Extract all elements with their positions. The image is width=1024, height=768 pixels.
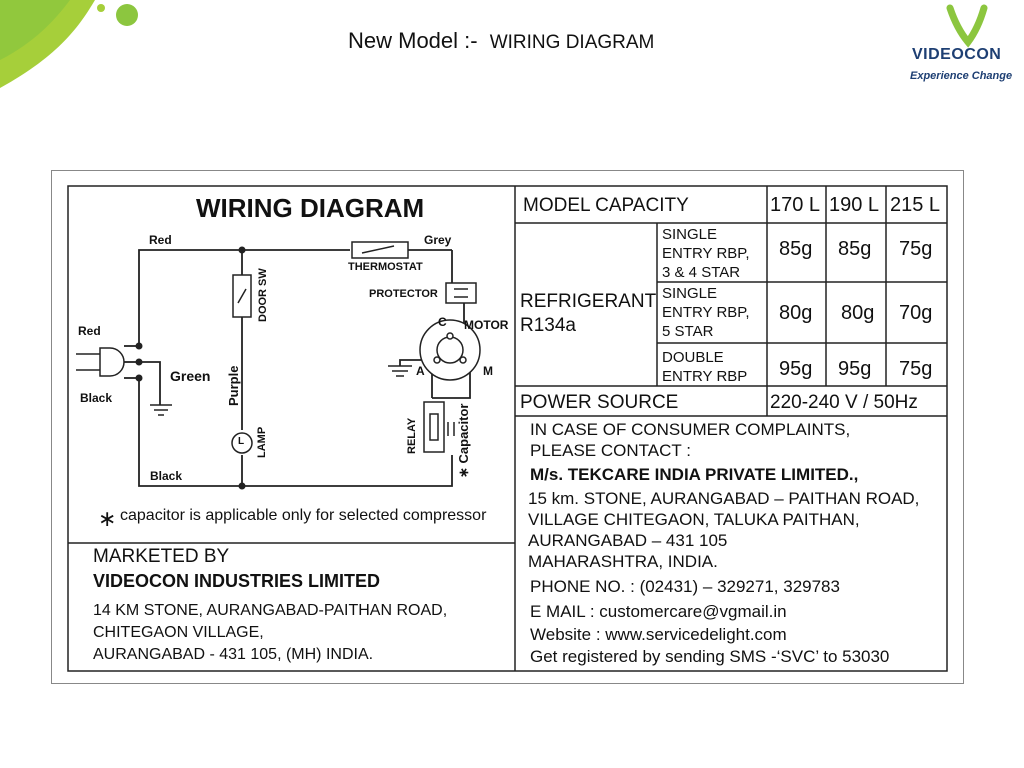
model-capacity-label: MODEL CAPACITY: [523, 195, 689, 216]
service-website: Website : www.servicedelight.com: [530, 625, 787, 644]
wire-label-grey: Grey: [424, 233, 452, 247]
charge-r2-c2: 80g: [841, 302, 875, 324]
complaint-intro-line: IN CASE OF CONSUMER COMPLAINTS,: [530, 420, 851, 439]
entry-type-line: DOUBLE: [662, 349, 724, 366]
service-address-line: 15 km. STONE, AURANGABAD – PAITHAN ROAD,: [528, 489, 920, 508]
entry-type-line: SINGLE: [662, 226, 718, 243]
motor-terminal-c: C: [438, 315, 447, 329]
complaint-intro-line: PLEASE CONTACT :: [530, 441, 691, 460]
service-address: [528, 488, 919, 572]
entry-type-line: ENTRY RBP,: [662, 245, 750, 262]
service-sms: Get registered by sending SMS -‘SVC’ to 53030: [530, 647, 890, 666]
marketer-address-line: AURANGABAD - 431 105, (MH) INDIA.: [93, 646, 374, 663]
entry-type-line: ENTRY RBP,: [662, 304, 750, 321]
charge-r3-c3: 75g: [899, 358, 933, 380]
lamp-label: LAMP: [256, 426, 268, 458]
slide-title-prefix: New Model :-: [348, 28, 478, 53]
service-phone: PHONE NO. : (02431) – 329271, 329783: [530, 577, 840, 596]
capacitor-note: capacitor is applicable only for selected compressor: [120, 507, 487, 524]
service-email: E MAIL : customercare@vgmail.in: [530, 602, 787, 621]
relay-label: RELAY: [406, 417, 418, 454]
charge-r1-c2: 85g: [838, 238, 872, 260]
wire-label-black-left: Black: [80, 391, 113, 405]
motor-terminal-m: M: [483, 364, 493, 378]
slide-title-main: WIRING DIAGRAM: [489, 32, 655, 53]
wire-label-black-bottom: Black: [150, 469, 183, 483]
charge-r1-c3: 75g: [899, 238, 933, 260]
entry-type-row-1: [662, 225, 750, 282]
wire-label-green: Green: [170, 368, 211, 384]
charge-r3-c2: 95g: [838, 358, 872, 380]
wire-label-red-top: Red: [149, 233, 172, 247]
marketer-address-line: 14 KM STONE, AURANGABAD-PAITHAN ROAD,: [93, 602, 448, 619]
service-address-line: VILLAGE CHITEGAON, TALUKA PAITHAN,: [528, 510, 860, 529]
motor-label: MOTOR: [464, 318, 509, 332]
charge-r2-c1: 80g: [779, 302, 813, 324]
protector-label: PROTECTOR: [369, 288, 438, 300]
service-address-line: MAHARASHTRA, INDIA.: [528, 552, 718, 571]
capacitor-label: ∗ Capacitor: [456, 403, 471, 478]
wire-label-purple: Purple: [226, 365, 241, 406]
entry-type-row-3: [662, 348, 747, 386]
marketer-address: [93, 600, 447, 666]
brand-tagline: Experience Change: [910, 70, 1013, 82]
lamp-letter: L: [238, 436, 245, 447]
thermostat-label: THERMOSTAT: [348, 261, 423, 273]
refrigerant-label: REFRIGERANT: [520, 291, 657, 312]
motor-terminal-a: A: [416, 364, 425, 378]
charge-r2-c3: 70g: [899, 302, 933, 324]
service-address-line: AURANGABAD – 431 105: [528, 531, 728, 550]
refrigerant-type: R134a: [520, 315, 576, 336]
note-star: ∗: [98, 506, 117, 531]
entry-type-row-2: [662, 284, 750, 341]
service-company: M/s. TEKCARE INDIA PRIVATE LIMITED.,: [530, 465, 859, 484]
marketer-address-line: CHITEGAON VILLAGE,: [93, 624, 264, 641]
entry-type-line: ENTRY RBP: [662, 368, 748, 385]
capacity-170: 170 L: [770, 194, 821, 216]
wire-label-red-left: Red: [78, 324, 101, 338]
charge-r1-c1: 85g: [779, 238, 813, 260]
power-source-label: POWER SOURCE: [520, 392, 679, 413]
complaint-intro: [530, 419, 850, 461]
entry-type-line: 3 & 4 STAR: [662, 264, 741, 281]
entry-type-line: SINGLE: [662, 285, 718, 302]
marketed-by-heading: MARKETED BY: [93, 546, 230, 567]
charge-r3-c1: 95g: [779, 358, 813, 380]
capacity-190: 190 L: [829, 194, 880, 216]
brand-name: VIDEOCON: [912, 46, 1002, 63]
door-switch-label: DOOR SW: [257, 268, 269, 322]
entry-type-line: 5 STAR: [662, 323, 714, 340]
diagram-title: WIRING DIAGRAM: [196, 193, 425, 223]
power-source-value: 220-240 V / 50Hz: [770, 392, 918, 413]
marketer-company: VIDEOCON INDUSTRIES LIMITED: [93, 571, 381, 591]
capacity-215: 215 L: [890, 194, 941, 216]
